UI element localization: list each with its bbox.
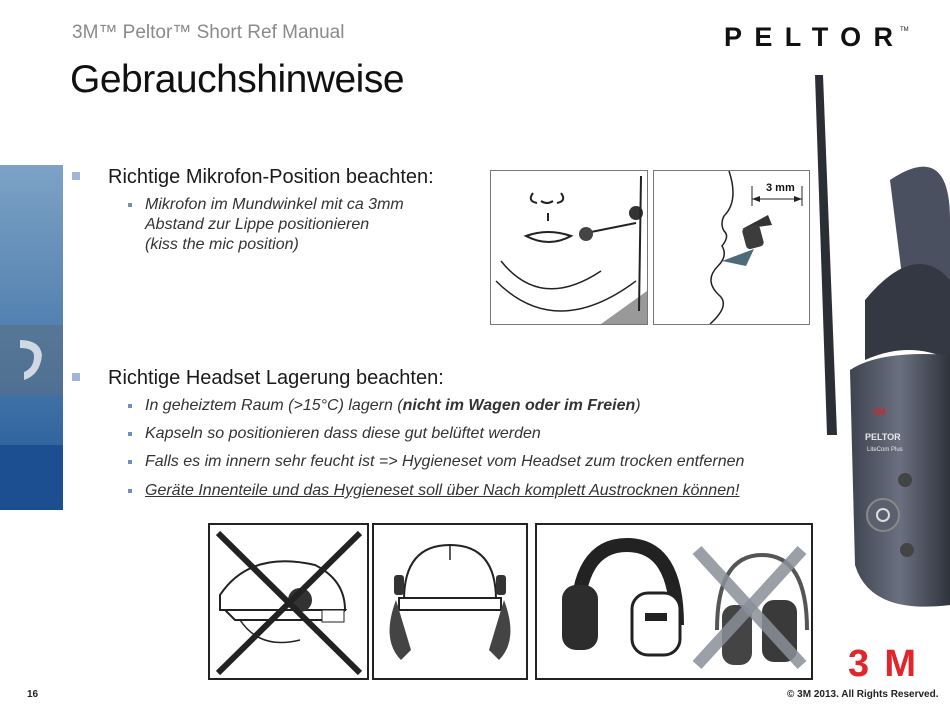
3m-logo (848, 643, 916, 679)
peltor-logo (724, 22, 910, 52)
manual-subtitle: 3M™ Peltor™ Short Ref Manual (72, 22, 345, 43)
section1-heading-text: Richtige Mikrofon-Position beachten: (108, 166, 434, 188)
mic-side-diagram (653, 170, 810, 325)
item-text: Kapseln so positionieren dass diese gut belüftet werden (145, 425, 541, 442)
svg-text:PELTOR: PELTOR (724, 22, 896, 52)
page-number: 16 (27, 689, 39, 700)
sub-bullet-marker (128, 489, 132, 493)
storage-wrong-diagram (208, 523, 369, 680)
svg-text:PELTOR: PELTOR (865, 432, 901, 442)
copyright: © 3M 2013. All Rights Reserved. (787, 689, 939, 700)
sub-bullet-marker (128, 432, 132, 436)
section2-heading (108, 367, 444, 390)
section2-item (145, 452, 744, 472)
section1-item (145, 195, 404, 255)
svg-text:3M: 3M (848, 643, 916, 679)
storage-correct-helmet-diagram (372, 523, 528, 680)
bullet-marker (72, 172, 80, 180)
section1-item-line: (kiss the mic position) (145, 236, 299, 253)
svg-text:TM: TM (900, 27, 909, 33)
section2-item (145, 481, 739, 501)
section1-item-line: Mikrofon im Mundwinkel mit ca 3mm (145, 196, 404, 213)
sub-bullet-marker (128, 203, 132, 207)
headset-photo (795, 70, 950, 610)
section2-item (145, 424, 541, 444)
item-bold-text: nicht im Wagen oder im Freien (402, 397, 636, 414)
item-text: Geräte Innenteile und das Hygieneset soll über Nach komplett Austrocknen können! (145, 482, 740, 499)
section1-heading (108, 166, 434, 189)
svg-text:3 mm: 3 mm (766, 182, 795, 194)
section2-item (145, 396, 641, 416)
sub-bullet-marker (128, 404, 132, 408)
item-text: In geheiztem Raum (>15°C) lagern ( (145, 397, 403, 414)
storage-headband-diagram (535, 523, 813, 680)
section1-item-line: Abstand zur Lippe positionieren (145, 216, 370, 233)
svg-text:LiteCom Plus: LiteCom Plus (867, 447, 903, 453)
left-photo-strip (0, 165, 63, 510)
item-text: ) (635, 397, 641, 414)
page-title: Gebrauchshinweise (70, 58, 405, 101)
sub-bullet-marker (128, 460, 132, 464)
section2-heading-text: Richtige Headset Lagerung beachten: (108, 367, 444, 389)
bullet-marker (72, 373, 80, 381)
svg-text:3M: 3M (873, 407, 886, 417)
mic-front-diagram (490, 170, 648, 325)
item-text: Falls es im innern sehr feucht ist => Hygieneset vom Headset zum trocken entfernen (145, 453, 745, 470)
